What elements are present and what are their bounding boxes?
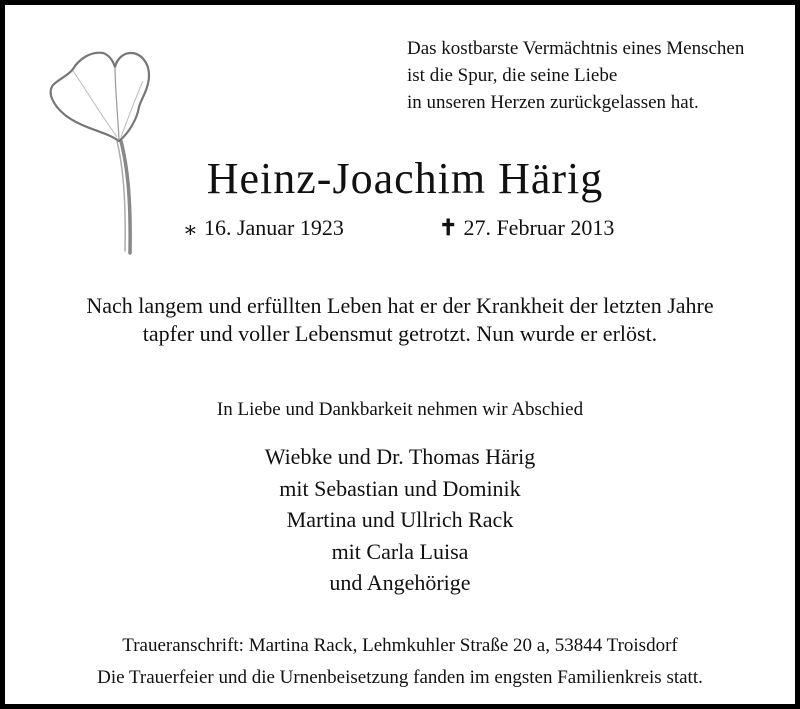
- family-line: mit Carla Luisa: [331, 538, 469, 564]
- family-list: [5, 441, 795, 599]
- family-line: Wiebke und Dr. Thomas Härig: [264, 444, 536, 469]
- death-date-text: 27. Februar 2013: [463, 215, 615, 240]
- farewell-line: In Liebe und Dankbarkeit nehmen wir Abschied: [216, 399, 584, 420]
- death-date: [439, 215, 614, 241]
- family-line: und Angehörige: [329, 570, 471, 595]
- obituary-text-line: tapfer und voller Lebensmut getrotzt. Nun wurde er erlöst.: [142, 321, 658, 346]
- cross-icon: ✝: [439, 215, 458, 240]
- family-line: mit Sebastian und Dominik: [279, 475, 521, 501]
- mourning-address: Traueranschrift: Martina Rack, Lehmkuhler Straße 20 a, 53844 Troisdorf: [122, 635, 678, 656]
- birth-star-icon: ∗: [183, 217, 198, 242]
- funeral-note: Die Trauerfeier und die Urnenbeisetzung fanden im engsten Familienkreis statt.: [97, 667, 703, 688]
- obituary-text: [5, 292, 795, 348]
- quote-line: in unseren Herzen zurückgelassen hat.: [407, 92, 699, 113]
- birth-date-text: 16. Januar 1923: [203, 215, 344, 240]
- deceased-name: Heinz-Joachim Härig: [206, 154, 604, 203]
- birth-date: [183, 215, 344, 241]
- obituary-text-line: Nach langem und erfüllten Leben hat er der Krankheit der letzten Jahre: [86, 293, 714, 318]
- quote: [407, 35, 744, 116]
- quote-line: ist die Spur, die seine Liebe: [407, 65, 618, 86]
- ginkgo-leaf-icon: [43, 45, 153, 255]
- family-line: Martina und Ullrich Rack: [286, 507, 514, 532]
- quote-line: Das kostbarste Vermächtnis eines Menschen: [407, 38, 745, 59]
